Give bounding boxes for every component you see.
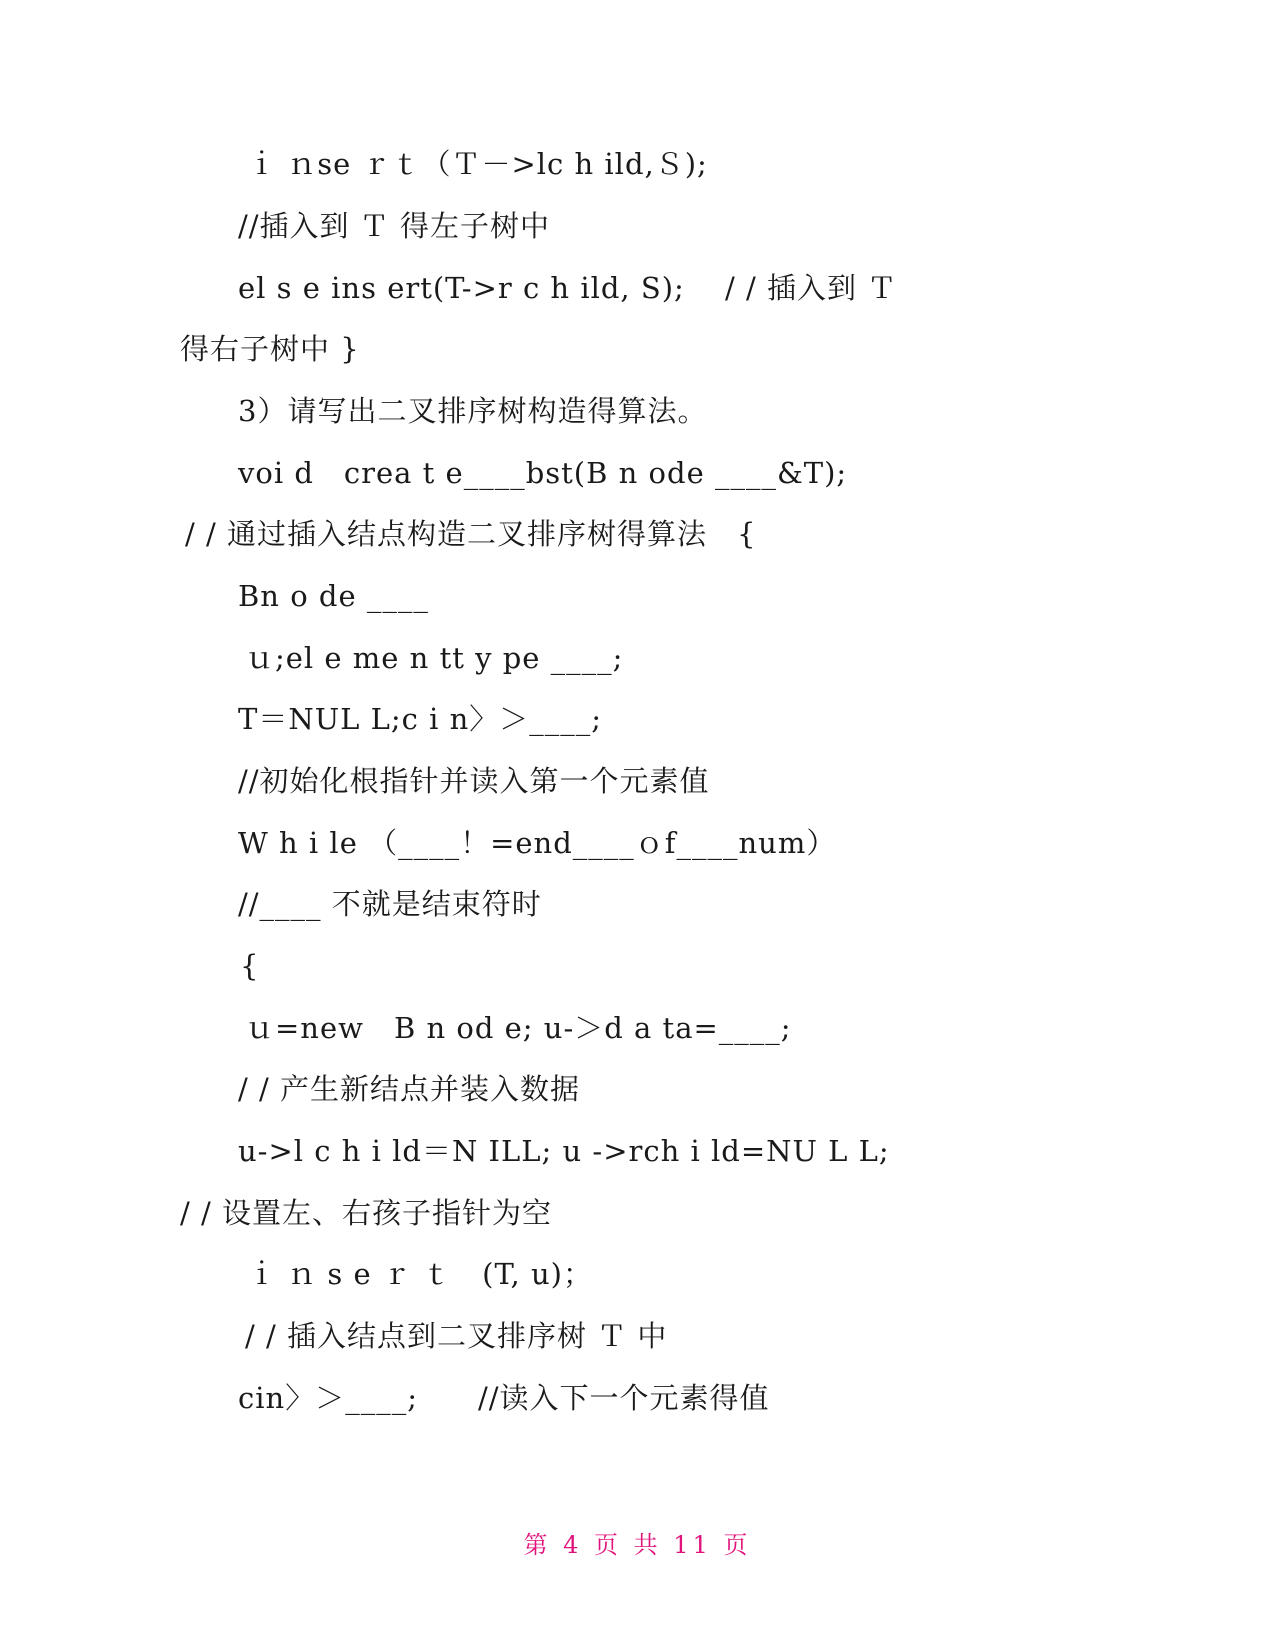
comment-line-13: //____ 不就是结束符时 — [238, 887, 542, 921]
comment-line-20: / / 插入结点到二叉排序树 Ｔ 中 — [245, 1319, 668, 1353]
code-line-14: { — [240, 949, 260, 983]
code-line-21: cin〉＞____; //读入下一个元素得值 — [238, 1381, 770, 1415]
comment-line-18: / / 设置左、右孩子指针为空 — [180, 1196, 552, 1230]
code-line-17: u->l c h i ld＝N ILL; u ->rch i ld=NU L L; — [238, 1134, 890, 1168]
code-line-19: ｉ ｎ s e ｒ ｔ (T, u)； — [247, 1257, 593, 1291]
code-line-9: ｕ;el e me n tt y pe ____; — [245, 641, 624, 675]
question-heading: 3）请写出二叉排序树构造得算法。 — [238, 394, 708, 428]
comment-line-7: / / 通过插入结点构造二叉排序树得算法 { — [185, 517, 757, 551]
comment-line-11: //初始化根指针并读入第一个元素值 — [238, 764, 710, 798]
code-line-3: el s e ins ert(T->r c h ild, S); / / 插入到 Ｔ — [238, 271, 898, 305]
comment-line-4: 得右子树中 } — [180, 332, 360, 366]
code-line-12: W h i le （____！=end____ｏf____num） — [238, 826, 837, 860]
comment-line-16: / / 产生新结点并装入数据 — [238, 1072, 580, 1106]
page-footer: 第 4 页 共 11 页 — [523, 1531, 752, 1559]
code-line-15: ｕ=new B n od e; u-＞d a ta=____; — [245, 1011, 792, 1045]
comment-line-2: //插入到 Ｔ 得左子树中 — [238, 209, 550, 243]
code-line-6: voi d crea t e____bst(B n ode ____&T); — [238, 456, 848, 490]
code-line-8: Bn o de ____ — [238, 579, 429, 613]
code-line-10: T＝NUL L;c i n〉＞____; — [238, 702, 603, 736]
code-line-1: ｉ ｎse ｒｔ（Ｔ－>lc h ild,Ｓ); — [247, 147, 708, 181]
